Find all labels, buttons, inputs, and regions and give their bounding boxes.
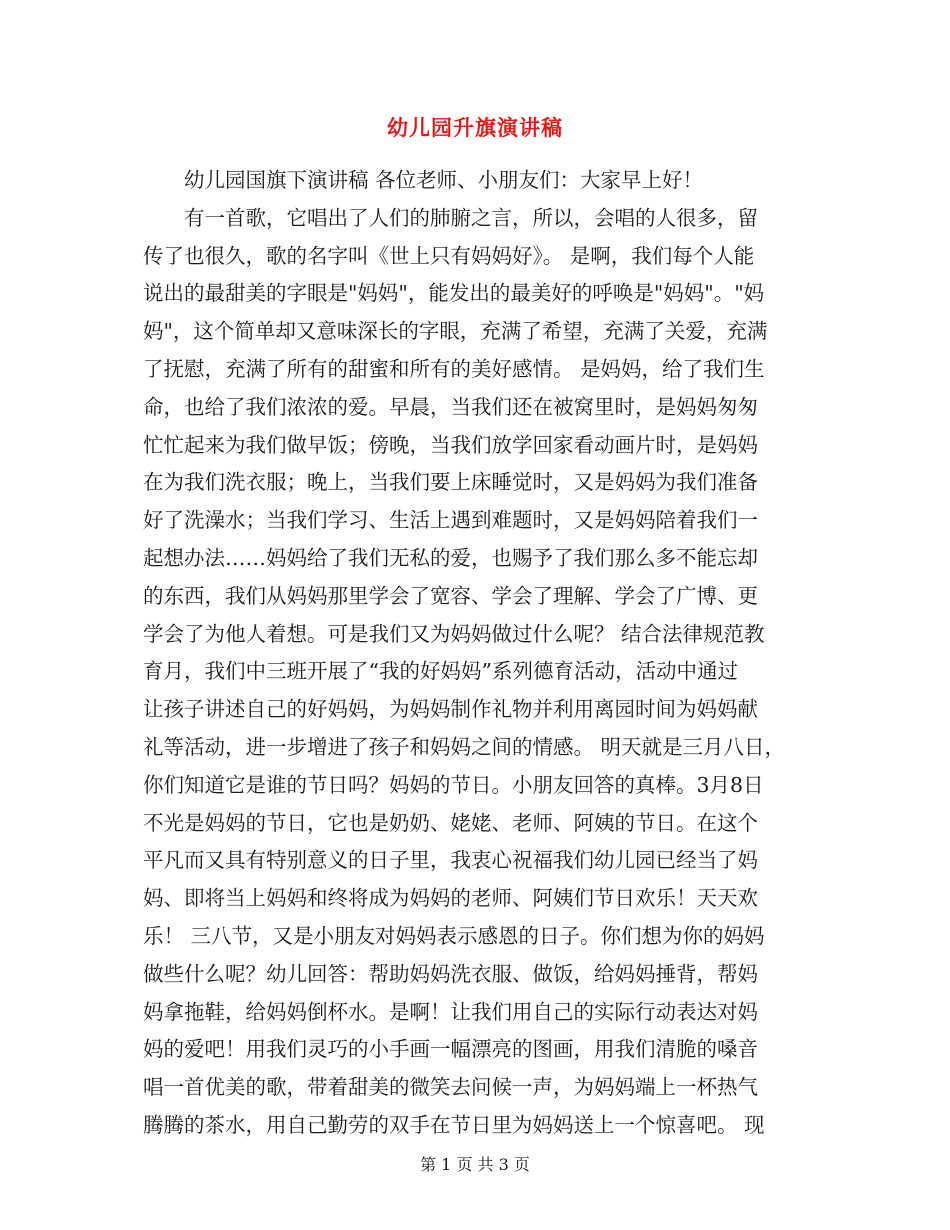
body-line: 了抚慰，充满了所有的甜蜜和所有的美好感情。 是妈妈，给了我们生 [143, 356, 765, 381]
body-line: 传了也很久，歌的名字叫《世上只有妈妈好》。 是啊，我们每个人能 [143, 243, 755, 268]
body-line: 妈的爱吧！用我们灵巧的小手画一幅漂亮的图画，用我们清脆的嗓音 [143, 1037, 758, 1062]
body-line: 好了洗澡水；当我们学习、生活上遇到难题时，又是妈妈陪着我们一 [143, 508, 758, 533]
body-line: 妈"，这个简单却又意味深长的字眼，充满了希望，充满了关爱，充满 [143, 319, 768, 344]
document-title: 幼儿园升旗演讲稿 [387, 115, 563, 140]
page-footer: 第 1 页 共 3 页 [420, 1155, 530, 1174]
body-line: 平凡而又具有特别意义的日子里，我衷心祝福我们幼儿园已经当了妈 [143, 848, 758, 873]
body-line: 起想办法……妈妈给了我们无私的爱，也赐予了我们那么多不能忘却 [143, 545, 758, 570]
document-body [143, 162, 823, 1145]
body-line: 有一首歌，它唱出了人们的肺腑之言，所以，会唱的人很多，留 [143, 205, 758, 230]
body-line: 命，也给了我们浓浓的爱。早晨，当我们还在被窝里时，是妈妈匆匆 [143, 394, 758, 419]
body-line: 让孩子讲述自己的好妈妈，为妈妈制作礼物并利用离园时间为妈妈献 [143, 697, 758, 722]
body-line: 乐！ 三八节，又是小朋友对妈妈表示感恩的日子。你们想为你的妈妈 [143, 923, 765, 948]
body-line: 说出的最甜美的字眼是"妈妈"，能发出的最美好的呼唤是"妈妈"。"妈 [143, 281, 765, 306]
body-line: 你们知道它是谁的节日吗？妈妈的节日。小朋友回答的真棒。3月8日 [143, 772, 764, 797]
body-line: 妈、即将当上妈妈和终将成为妈妈的老师、阿姨们节日欢乐！天天欢 [143, 886, 758, 911]
body-line: 在为我们洗衣服；晚上，当我们要上床睡觉时，又是妈妈为我们准备 [143, 470, 758, 495]
body-line: 不光是妈妈的节日，它也是奶奶、姥姥、老师、阿姨的节日。在这个 [143, 810, 758, 835]
body-line: 幼儿园国旗下演讲稿 各位老师、小朋友们：大家早上好！ [143, 168, 704, 192]
body-line: 育月，我们中三班开展了“我的好妈妈”系列德育活动，活动中通过 [143, 659, 738, 684]
body-line: 妈拿拖鞋，给妈妈倒杯水。是啊！让我们用自己的实际行动表达对妈 [143, 999, 758, 1024]
body-line: 腾腾的茶水，用自己勤劳的双手在节日里为妈妈送上一个惊喜吧。 现 [143, 1112, 765, 1137]
body-line: 的东西，我们从妈妈那里学会了宽容、学会了理解、学会了广博、更 [143, 583, 758, 608]
body-line: 做些什么呢？幼儿回答：帮助妈妈洗衣服、做饭，给妈妈捶背，帮妈 [143, 961, 758, 986]
body-line: 学会了为他人着想。可是我们又为妈妈做过什么呢？ 结合法律规范教 [143, 621, 765, 646]
body-line: 礼等活动，进一步增进了孩子和妈妈之间的情感。 明天就是三月八日， [143, 734, 786, 759]
body-line: 唱一首优美的歌，带着甜美的微笑去问候一声，为妈妈端上一杯热气 [143, 1075, 758, 1100]
body-line: 忙忙起来为我们做早饭；傍晚，当我们放学回家看动画片时，是妈妈 [143, 432, 758, 457]
